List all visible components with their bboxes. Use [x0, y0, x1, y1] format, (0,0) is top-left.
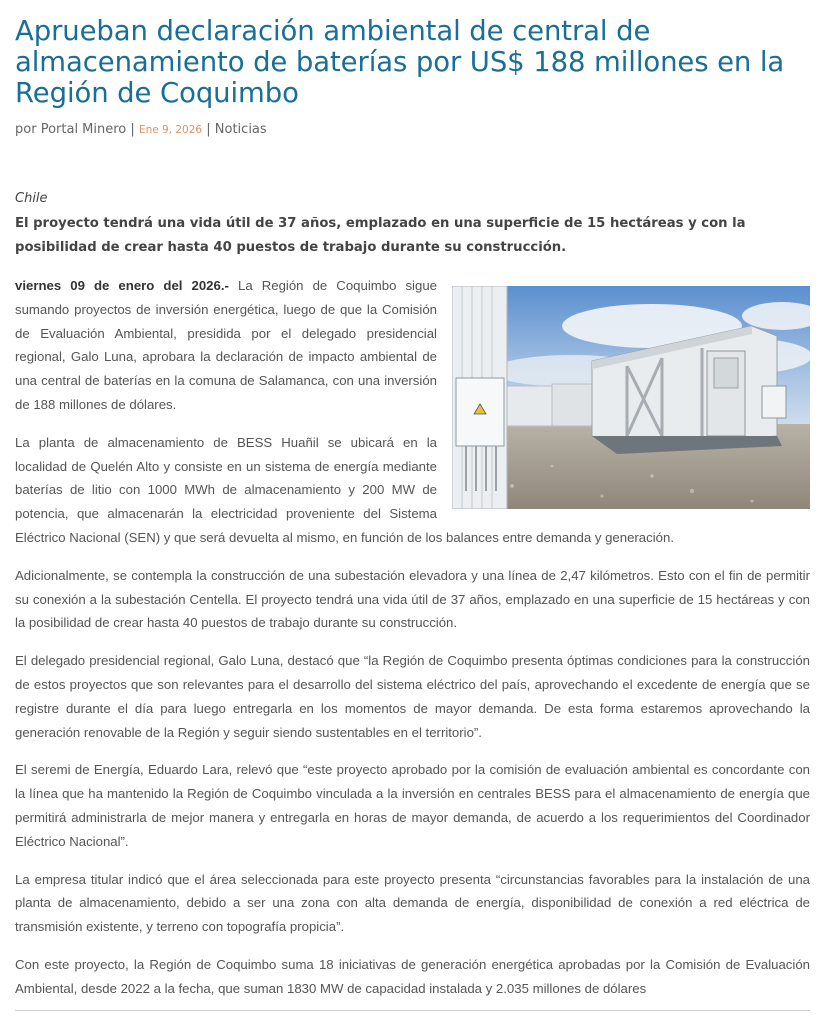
bess-photo [452, 286, 810, 509]
post-meta [15, 122, 810, 137]
paragraph: El delegado presidencial regional, Galo Luna, destacó que “la Región de Coquimbo presenta óptimas condiciones para la construcción de estos proyectos que son relevantes para el desarrollo del sistema eléctrico del país, aprovechando el excedente de energía que se registre durante el día para luego entregarla en los momentos de mayor demanda. De esta forma estaremos aprovechando la generación renovable de la Región y seguir siendo sustentables en el territorio”. [15, 653, 810, 740]
post-date: Ene 9, 2026 [138, 124, 203, 136]
meta-prefix: por [15, 122, 37, 137]
country-label: Chile [15, 191, 48, 206]
paragraph: La planta de almacenamiento de BESS Huañil se ubicará en la localidad de Quelén Alto y consiste en un sistema de energía mediante baterías de litio con 1000 MWh de almacenamiento y 200 MW de potencia, que almacenarán la electricidad proveniente del Sistema Eléctrico Nacional (SEN) y que será devuelta al mismo, en función de los balances entre demanda y generación. [15, 434, 675, 545]
paragraph: El seremi de Energía, Eduardo Lara, relevó que “este proyecto aprobado por la comisión de evaluación ambiental es concordante con la línea que ha mantenido la Región de Coquimbo vinculada a la inversión en centrales BESS para el almacenamiento de energía que permitirá administrarla de mejor manera y entregarla en horas de mayor demanda, de acuerdo a los requerimientos del Coordinador Eléctrico Nacional”. [15, 762, 810, 849]
meta-separator: | [130, 122, 135, 137]
paragraph: La empresa titular indicó que el área seleccionada para este proyecto presenta “circunstancias favorables para la instalación de una planta de almacenamiento, debido a ser una zona con alta demanda de energía, disponibilidad de conexión a red eléctrica de transmisión existente, y terreno con topografía propicia”. [15, 871, 810, 935]
paragraph: Adicionalmente, se contempla la construcción de una subestación elevadora y una línea de 2,47 kilómetros. Esto con el fin de permitir su conexión a la subestación Centella. El proyecto tendrá una vida útil de 37 años, emplazado en una superficie de 15 hectáreas y con la posibilidad de crear hasta 40 puestos de trabajo durante su construcción. [15, 567, 810, 631]
article-lead: El proyecto tendrá una vida útil de 37 años, emplazado en una superficie de 15 hectáreas y con la posibilidad de crear hasta 40 puestos de trabajo durante su construcción. [15, 216, 746, 255]
meta-separator: | [206, 122, 211, 137]
paragraph-text: La Región de Coquimbo sigue sumando proyectos de inversión energética, luego de que la Comisión de Evaluación Ambiental, presidida por el delegado presidencial regional, Galo Luna, aprobara la declaración de impacto ambiental de una central de baterías en la comuna de Salamanca, con una inversión de 188 millones de dólares. [15, 278, 437, 412]
dateline: viernes 09 de enero del 2026.- [15, 278, 229, 293]
paragraph: Con este proyecto, la Región de Coquimbo suma 18 iniciativas de generación energética aprobadas por la Comisión de Evaluación Ambiental, desde 2022 a la fecha, que suman 1830 MW de capacidad instalada y 2.035 millones de dólares [15, 956, 810, 996]
page-title: Aprueban declaración ambiental de central de almacenamiento de baterías por US$ 188 millones en la Región de Coquimbo [15, 15, 785, 109]
article-body [15, 274, 810, 1011]
divider [15, 1010, 810, 1011]
category-link[interactable]: Noticias [214, 122, 267, 137]
author-link[interactable]: Portal Minero [40, 122, 127, 137]
